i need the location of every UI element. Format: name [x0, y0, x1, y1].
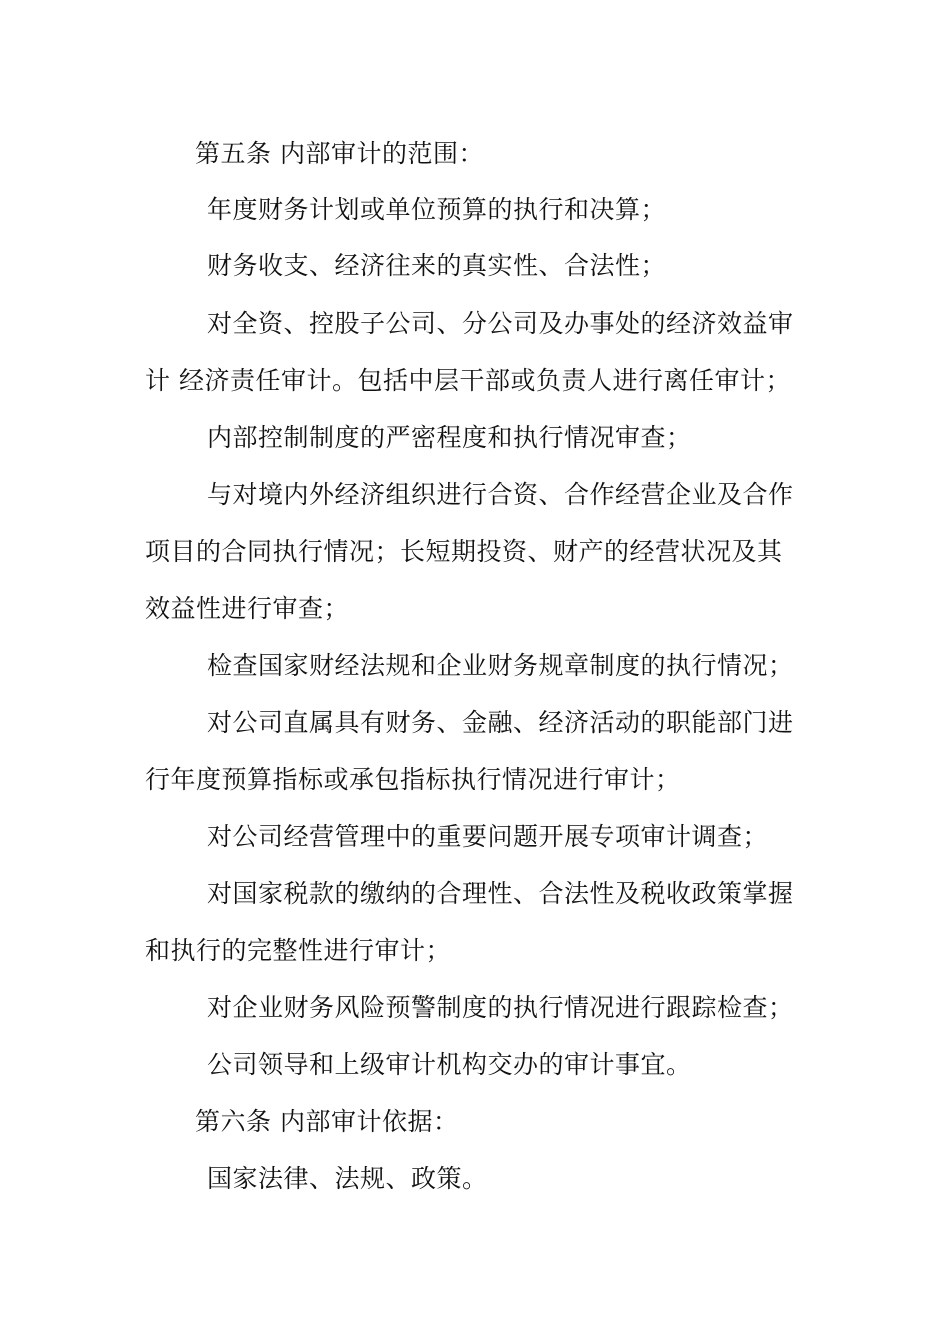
scope-item-joint-venture-line-2: 项目的合同执行情况；长短期投资、财产的经营状况及其 [145, 537, 783, 566]
scope-item-subsidiaries-line-2: 计 经济责任审计。包括中层干部或负责人进行离任审计； [145, 366, 791, 395]
scope-item-regulations: 检查国家财经法规和企业财务规章制度的执行情况； [207, 651, 794, 680]
scope-item-special-audit: 对公司经营管理中的重要问题开展专项审计调查； [207, 822, 769, 851]
scope-item-taxes-line-1: 对国家税款的缴纳的合理性、合法性及税收政策掌握 [207, 879, 794, 908]
scope-item-joint-venture-line-1: 与对境内外经济组织进行合资、合作经营企业及合作 [207, 480, 794, 509]
scope-item-risk-warning: 对企业财务风险预警制度的执行情况进行跟踪检查； [207, 993, 794, 1022]
scope-item-revenue-expense: 财务收支、经济往来的真实性、合法性； [207, 251, 667, 280]
scope-item-assigned-matters: 公司领导和上级审计机构交办的审计事宜。 [207, 1050, 692, 1079]
scope-item-annual-plan: 年度财务计划或单位预算的执行和决算； [207, 195, 667, 224]
article-5-heading: 第五条 内部审计的范围： [195, 139, 484, 168]
scope-item-departments-line-1: 对公司直属具有财务、金融、经济活动的职能部门进 [207, 708, 794, 737]
scope-item-joint-venture-line-3: 效益性进行审查； [145, 594, 350, 623]
scope-item-subsidiaries-line-1: 对全资、控股子公司、分公司及办事处的经济效益审 [207, 309, 794, 338]
basis-item-laws: 国家法律、法规、政策。 [207, 1164, 488, 1193]
scope-item-taxes-line-2: 和执行的完整性进行审计； [145, 936, 452, 965]
scope-item-departments-line-2: 行年度预算指标或承包指标执行情况进行审计； [145, 765, 681, 794]
article-6-heading: 第六条 内部审计依据： [195, 1107, 459, 1136]
scope-item-internal-control: 内部控制制度的严密程度和执行情况审查； [207, 423, 692, 452]
